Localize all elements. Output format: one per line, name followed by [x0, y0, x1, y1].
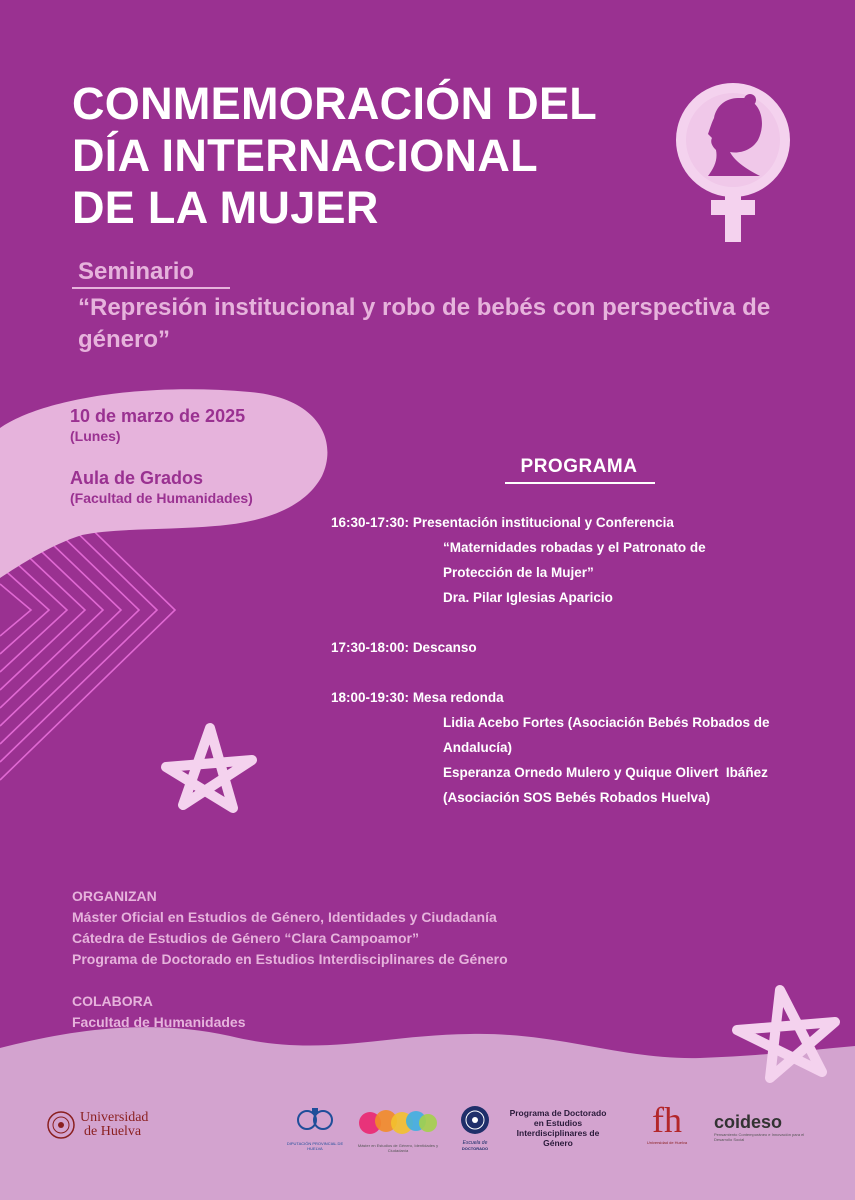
program-slot-1 [331, 510, 674, 535]
uhu-name-line-1: Universidad [80, 1110, 149, 1125]
fh-subtitle: Universidad de Huelva [646, 1140, 688, 1145]
title-line-1: CONMEMORACIÓN DEL [72, 78, 598, 129]
seminar-label: Seminario [78, 258, 195, 285]
logo-master [356, 1108, 440, 1153]
organizers [72, 886, 508, 1033]
program-slot-2 [331, 635, 477, 660]
program-heading: PROGRAMA [520, 456, 638, 477]
doctorado-line-1: Programa de Doctorado [509, 1108, 607, 1118]
event-faculty: (Facultad de Humanidades) [70, 490, 253, 506]
slot-3-time: 18:00-19:30: [331, 690, 410, 705]
title-line-3: DE LA MUJER [72, 182, 379, 233]
panelist-1-line-1: Lidia Acebo Fortes (Asociación Bebés Robados de [443, 715, 770, 730]
event-place: Aula de Grados [70, 468, 204, 488]
slot-1-talk-line-1: “Maternidades robadas y el Patronato de [443, 540, 706, 555]
star-icon [166, 728, 252, 808]
seminar-title: “Represión institucional y robo de bebés con perspectiva de género” [78, 294, 771, 353]
coideso-name: coideso [714, 1112, 783, 1132]
title-line-2: DÍA INTERNACIONAL [72, 130, 538, 181]
collaborator-heading: COLABORA [72, 993, 153, 1009]
event-weekday: (Lunes) [70, 428, 121, 444]
uhu-name-line-2: de Huelva [84, 1124, 142, 1139]
diputacion-crest-icon [285, 1106, 345, 1136]
slot-3-title: Mesa redonda [412, 690, 504, 705]
doctorado-line-4: Género [543, 1138, 573, 1148]
logo-diputacion [285, 1106, 345, 1151]
slot-1-time: 16:30-17:30: [331, 515, 410, 530]
panelist-2-line-2: (Asociación SOS Bebés Robados Huelva) [443, 790, 711, 805]
logo-escuela-doctorado [455, 1104, 495, 1151]
slot-2-time: 17:30-18:00: [331, 640, 410, 655]
organizer-item: Máster Oficial en Estudios de Género, Identidades y Ciudadanía [72, 909, 497, 925]
slot-1-talk-line-2: Protección de la Mujer” [443, 565, 594, 580]
program-underline [505, 482, 655, 484]
event-date: 10 de marzo de 2025 [70, 406, 246, 426]
organizer-item: Cátedra de Estudios de Género “Clara Campoamor” [72, 930, 419, 946]
doctorado-line-2: en Estudios [533, 1118, 583, 1128]
collaborator-item: Facultad de Humanidades [72, 1014, 246, 1030]
main-title [72, 78, 672, 234]
diputacion-name: DIPUTACIÓN PROVINCIAL DE HUELVA [286, 1141, 344, 1151]
program-slot-3 [331, 685, 504, 710]
slot-2-title: Descanso [412, 640, 477, 655]
slot-1-speaker: Dra. Pilar Iglesias Aparicio [443, 590, 613, 605]
event-info [70, 405, 253, 507]
seminar-underline [72, 287, 230, 289]
organizer-item: Programa de Doctorado en Estudios Interdisciplinares de Género [72, 951, 508, 967]
logo-programa-doctorado [500, 1108, 616, 1148]
slot-1-title: Presentación institucional y Conferencia [412, 515, 674, 530]
logo-facultad-humanidades [636, 1100, 698, 1145]
logo-coideso [714, 1112, 806, 1142]
coideso-subtitle: Pensamiento Contemporáneo e Innovación para el Desarrollo Social [714, 1132, 805, 1142]
doctorado-line-3: Interdisciplinares de [516, 1128, 600, 1138]
panelist-2-line-1: Esperanza Ornedo Mulero y Quique Olivert Ibáñez [443, 765, 768, 780]
uhu-seal-icon [46, 1110, 76, 1140]
master-name: Máster en Estudios de Género, Identidades y Ciudadanía [357, 1143, 439, 1153]
fh-mark: fh [652, 1100, 682, 1140]
escuela-seal-icon [455, 1104, 495, 1136]
escuela-line-1: Escuela de [462, 1140, 488, 1146]
escuela-line-2: DOCTORADO [461, 1146, 489, 1151]
organizers-heading: ORGANIZAN [72, 888, 157, 904]
panelist-1-line-2: Andalucía) [443, 740, 513, 755]
master-colorful-icon [356, 1108, 440, 1138]
